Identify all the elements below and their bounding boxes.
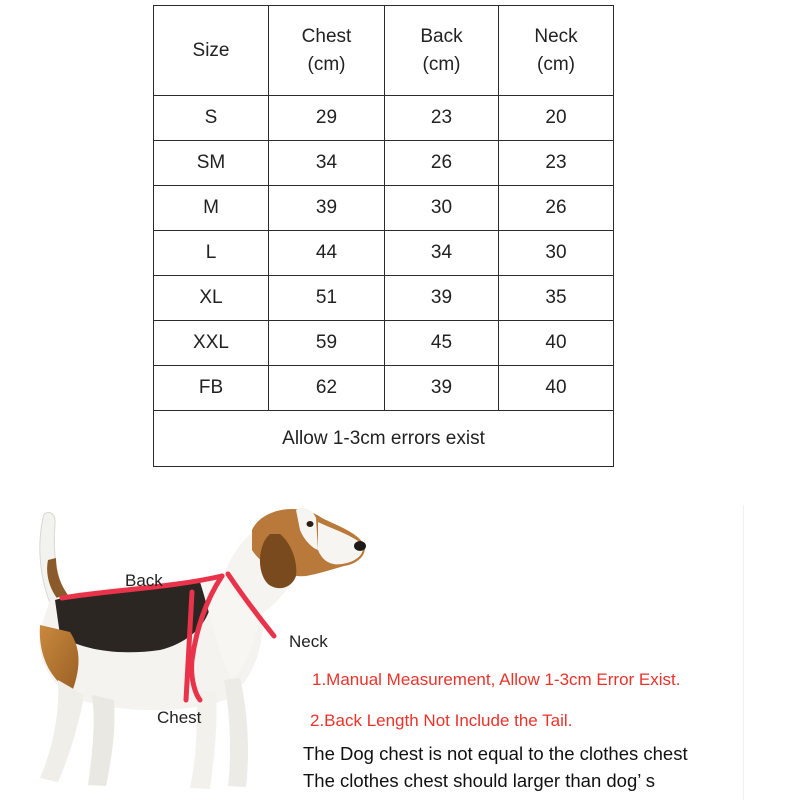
cell-neck: 40 <box>499 366 614 411</box>
divider-line <box>743 505 744 800</box>
cell-back: 34 <box>385 231 499 276</box>
cell-neck: 26 <box>499 186 614 231</box>
front-leg-right <box>224 678 248 787</box>
cell-back: 30 <box>385 186 499 231</box>
table-footer-row <box>154 411 614 467</box>
chest-advice-note: The clothes chest should larger than dog’ s <box>303 770 656 791</box>
hind-leg-left <box>40 680 84 782</box>
cell-size: S <box>154 96 269 141</box>
cell-size: SM <box>154 141 269 186</box>
error-tolerance-note: Allow 1-3cm errors exist <box>154 411 614 467</box>
neck-measure-label: Neck <box>289 632 328 651</box>
table-header-row <box>154 6 614 96</box>
cell-chest: 51 <box>269 276 385 321</box>
header-neck: Neck (cm) <box>499 6 614 96</box>
cell-chest: 44 <box>269 231 385 276</box>
cell-size: FB <box>154 366 269 411</box>
header-chest: Chest (cm) <box>269 6 385 96</box>
hind-leg-right <box>88 695 115 786</box>
cell-size: XXL <box>154 321 269 366</box>
size-chart-table <box>153 5 614 467</box>
cell-neck: 40 <box>499 321 614 366</box>
cell-back: 39 <box>385 366 499 411</box>
table-row <box>154 276 614 321</box>
cell-chest: 62 <box>269 366 385 411</box>
measurement-note: 1.Manual Measurement, Allow 1-3cm Error Exist. <box>312 670 681 689</box>
back-measure-label: Back <box>125 571 163 590</box>
table-row <box>154 321 614 366</box>
cell-chest: 29 <box>269 96 385 141</box>
table-row <box>154 186 614 231</box>
table-row <box>154 231 614 276</box>
eye-icon <box>307 521 314 527</box>
cell-chest: 59 <box>269 321 385 366</box>
table-row <box>154 366 614 411</box>
cell-chest: 34 <box>269 141 385 186</box>
chest-disclaimer-note: The Dog chest is not equal to the clothes chest <box>303 743 688 764</box>
nose-icon <box>354 541 366 551</box>
header-size: Size <box>154 6 269 96</box>
cell-back: 45 <box>385 321 499 366</box>
back-length-note: 2.Back Length Not Include the Tail. <box>310 711 573 730</box>
cell-neck: 20 <box>499 96 614 141</box>
cell-back: 23 <box>385 96 499 141</box>
cell-neck: 23 <box>499 141 614 186</box>
table-row <box>154 96 614 141</box>
cell-chest: 39 <box>269 186 385 231</box>
table-row <box>154 141 614 186</box>
header-back: Back (cm) <box>385 6 499 96</box>
cell-back: 39 <box>385 276 499 321</box>
chest-measure-label: Chest <box>157 708 202 727</box>
cell-size: L <box>154 231 269 276</box>
cell-back: 26 <box>385 141 499 186</box>
cell-size: M <box>154 186 269 231</box>
cell-neck: 30 <box>499 231 614 276</box>
cell-neck: 35 <box>499 276 614 321</box>
cell-size: XL <box>154 276 269 321</box>
